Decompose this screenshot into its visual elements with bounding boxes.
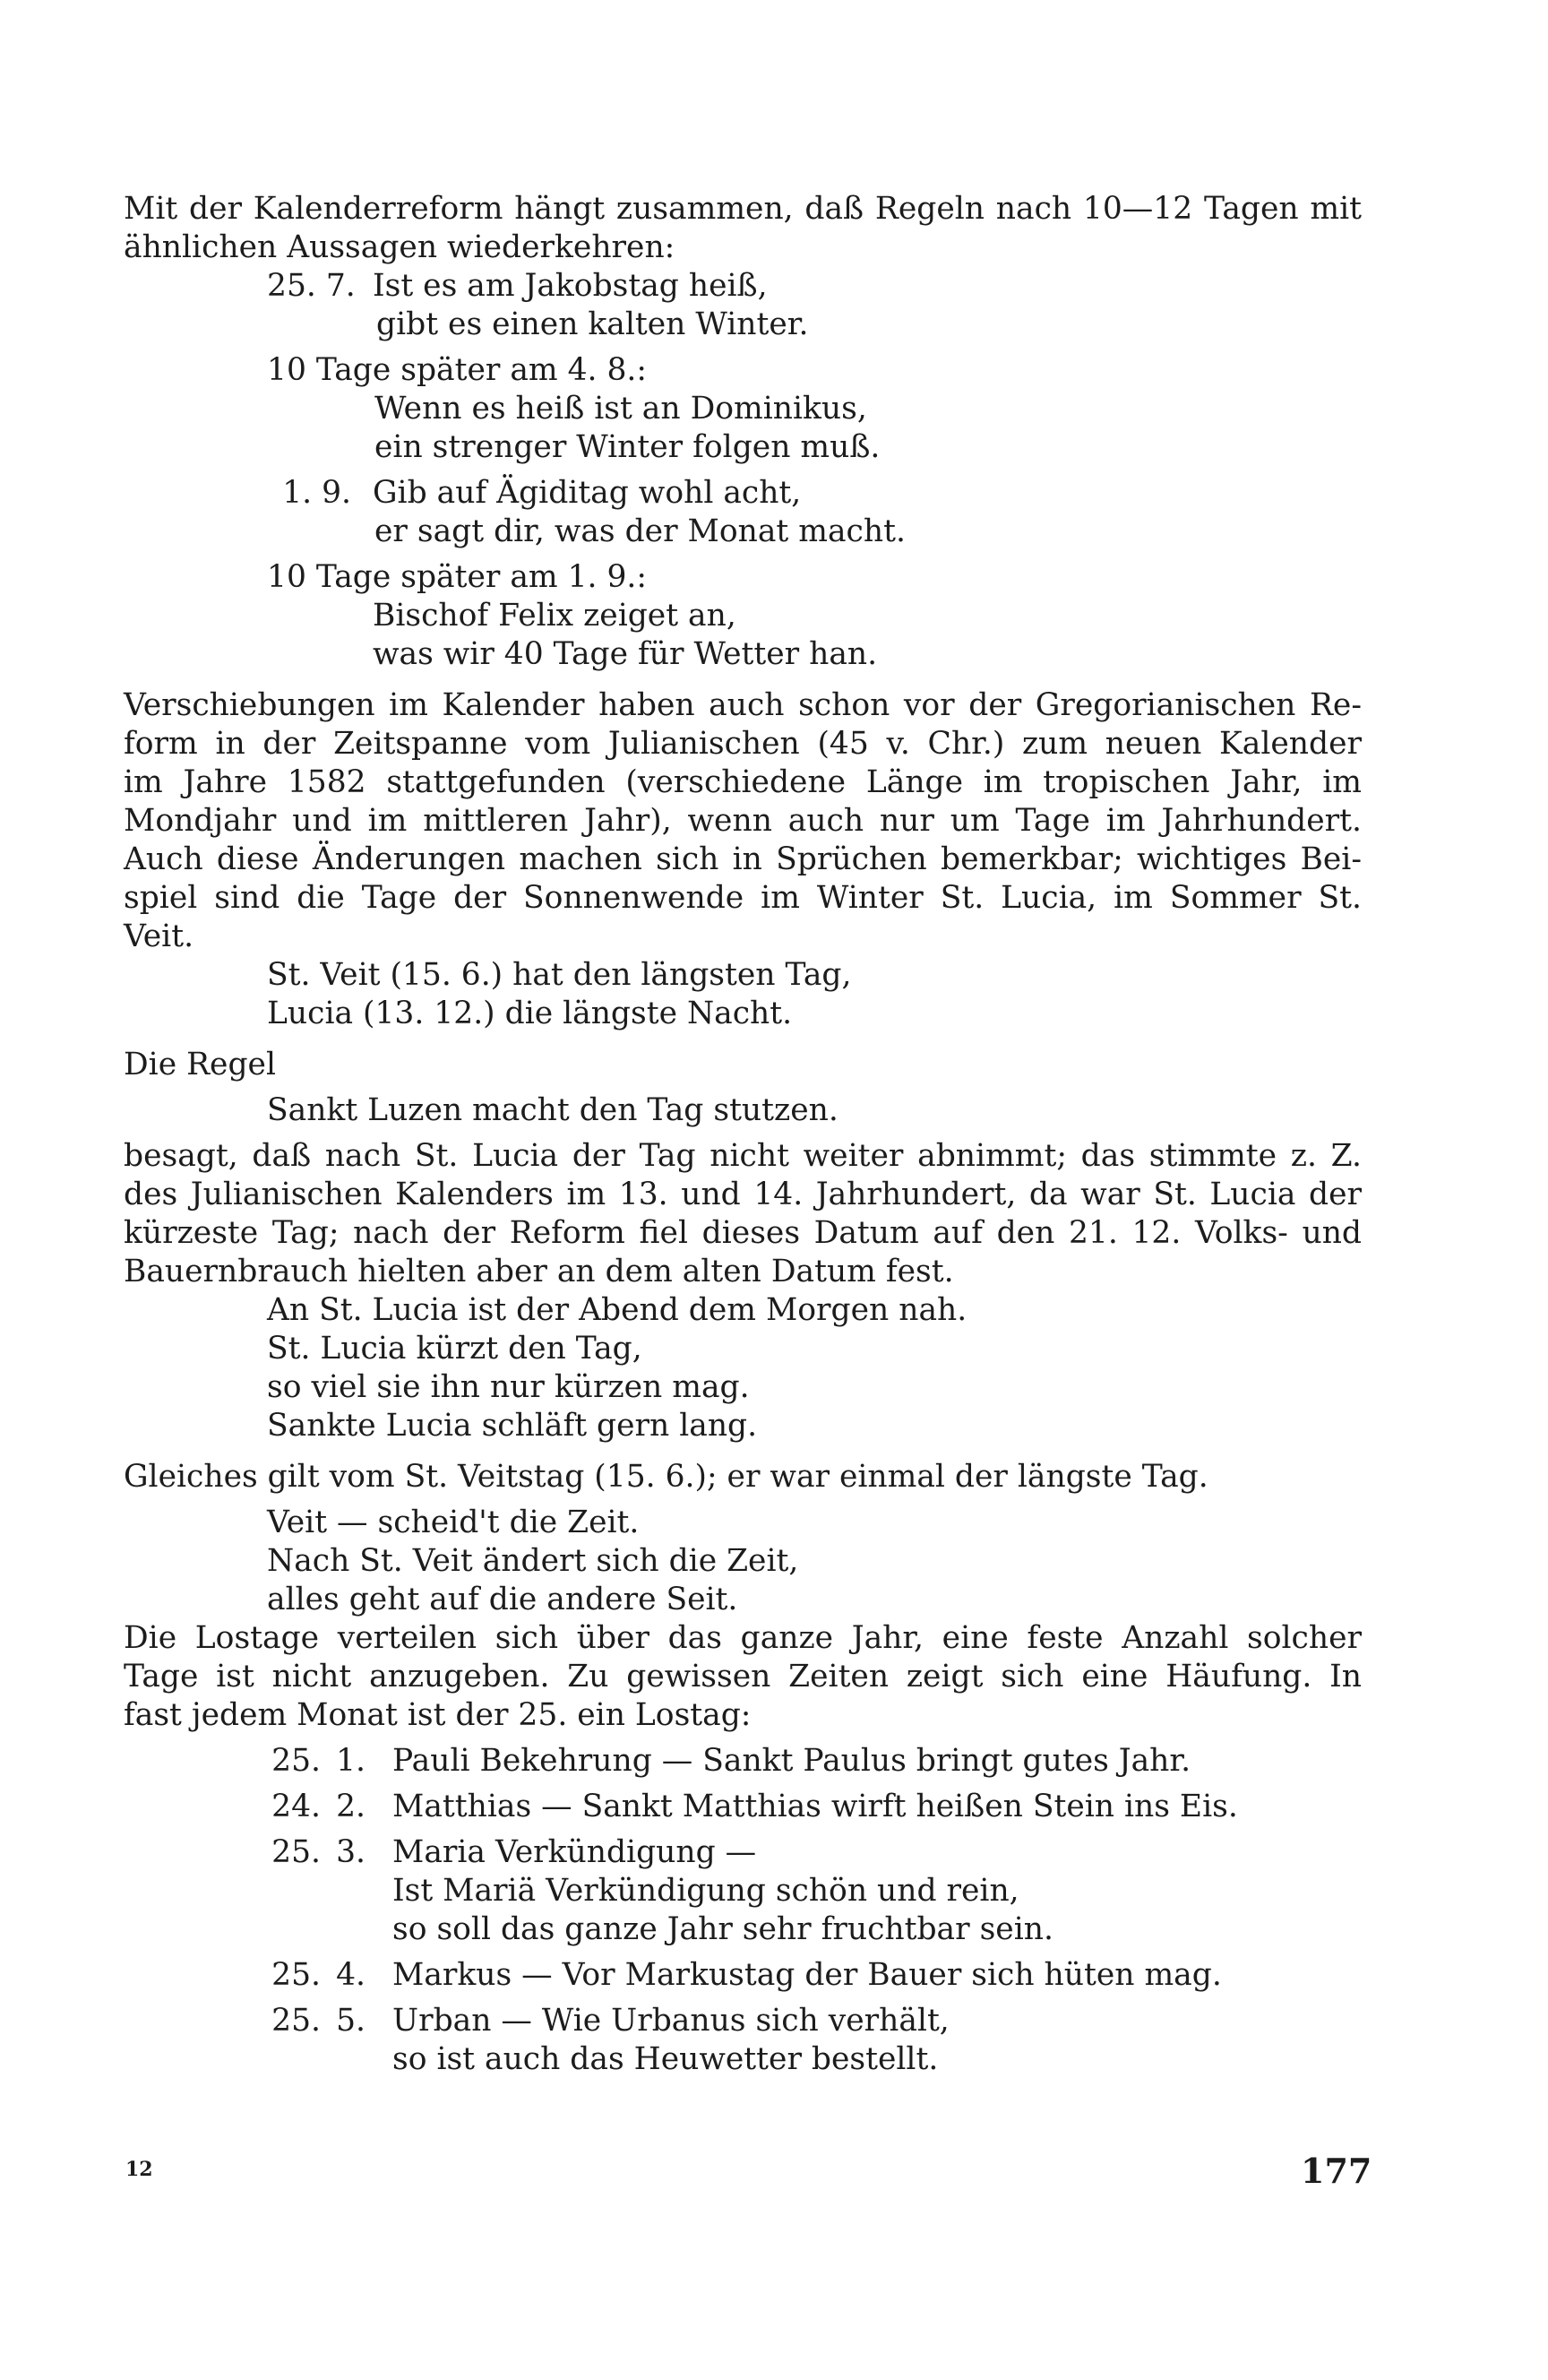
lostag-line: Matthias — Sankt Matthias wirft heißen Stein ins Eis. (392, 1789, 1238, 1824)
shift-paragraph (124, 686, 1362, 956)
text-line: im Jahre 1582 stattgefunden (verschiedene Länge im tropischen Jahr, im (124, 764, 1362, 800)
rule-entry-cont (124, 597, 1362, 635)
rule-entry-cont (124, 635, 1362, 674)
lostag-day: 25. (271, 1834, 321, 1870)
text-line: ähnlichen Aussagen wiederkehren: (124, 229, 675, 265)
text-line: Mit der Kalenderreform hängt zusammen, daß Regeln nach 10—12 Tagen mit (124, 191, 1362, 227)
text-line: Veit. (124, 918, 194, 954)
verse-line: St. Lucia kürzt den Tag, (267, 1331, 642, 1367)
die-regel (124, 1046, 1362, 1084)
text-line: besagt, daß nach St. Lucia der Tag nicht weiter abnimmt; das stimmte z. Z. (124, 1138, 1362, 1174)
text-line: kürzeste Tag; nach der Reform fiel dieses Datum auf den 21. 12. Volks- und (124, 1215, 1362, 1251)
rule-line: gibt es einen kalten Winter. (376, 306, 809, 342)
lostag-day: 25. (271, 1743, 321, 1779)
lostag-month: 1. (336, 1743, 366, 1779)
text-line: Die Lostage verteilen sich über das ganze Jahr, eine feste Anzahl solcher (124, 1620, 1362, 1656)
rule-line: Bischof Felix zeiget an, (373, 598, 736, 634)
verse-line: An St. Lucia ist der Abend dem Morgen nah. (267, 1292, 968, 1328)
text-line: Mondjahr und im mittleren Jahr), wenn auch nur um Tage im Jahrhundert. (124, 803, 1362, 839)
rule-entry (124, 267, 1362, 306)
rule-entry-cont (124, 306, 1362, 344)
lostag-line: so ist auch das Heuwetter bestellt. (392, 2041, 939, 2077)
verse-line: Sankt Luzen macht den Tag stutzen. (267, 1092, 838, 1128)
lostag-entry (124, 1956, 1362, 1995)
lostag-month: 4. (336, 1957, 366, 1993)
lostag-entry (124, 2002, 1362, 2040)
rule-line: Gib auf Ägiditag wohl acht, (373, 475, 802, 511)
lostag-day: 24. (271, 1789, 321, 1824)
text-line: Tage ist nicht anzugeben. Zu gewissen Zeiten zeigt sich eine Häufung. In (124, 1659, 1362, 1694)
lostag-entry (124, 1833, 1362, 1872)
signature-mark: 12 (125, 2158, 153, 2181)
rule-date: 25. 7. (267, 268, 356, 304)
verse-luzen (124, 1091, 1362, 1130)
verse-line: Sankte Lucia schläft gern lang. (267, 1408, 758, 1444)
lostag-entry (124, 1788, 1362, 1826)
lostag-line: Maria Verkündigung — (392, 1834, 757, 1870)
intro-paragraph (124, 190, 1362, 267)
lostag-line: Urban — Wie Urbanus sich verhält, (392, 2003, 950, 2039)
rule-entry (124, 474, 1362, 513)
rule-entry (124, 558, 1362, 597)
lostag-month: 2. (336, 1789, 366, 1824)
text-line: Gleiches gilt vom St. Veitstag (15. 6.); er war einmal der längste Tag. (124, 1459, 1208, 1495)
rule-date: 1. 9. (282, 475, 351, 511)
verse-line: so viel sie ihn nur kürzen mag. (267, 1369, 750, 1405)
lostag-line: Pauli Bekehrung — Sankt Paulus bringt gutes Jahr. (392, 1743, 1191, 1779)
lostag-entry-cont (124, 1910, 1362, 1949)
lostag-entry (124, 1742, 1362, 1781)
lostag-line: Ist Mariä Verkündigung schön und rein, (392, 1873, 1019, 1909)
verse-veit (124, 1504, 1362, 1619)
rule-line: was wir 40 Tage für Wetter han. (373, 636, 878, 672)
verse-line: St. Veit (15. 6.) hat den längsten Tag, (267, 957, 852, 993)
verse-lucia (124, 1291, 1362, 1445)
lostage-paragraph (124, 1619, 1362, 1735)
rule-entry-cont (124, 513, 1362, 551)
rule-entry-cont (124, 390, 1362, 428)
lostag-entry-cont (124, 1872, 1362, 1910)
lostag-day: 25. (271, 1957, 321, 1993)
besagt-paragraph (124, 1137, 1362, 1291)
page-number: 177 (1301, 2151, 1372, 2191)
verse-line: alles geht auf die andere Seit. (267, 1582, 738, 1617)
verse-line: Lucia (13. 12.) die längste Nacht. (267, 996, 793, 1031)
lostag-line: Markus — Vor Markustag der Bauer sich hüten mag. (392, 1957, 1222, 1993)
rule-line: ein strenger Winter folgen muß. (374, 429, 881, 465)
text-line: Verschiebungen im Kalender haben auch schon vor der Gregorianischen Re- (124, 687, 1362, 723)
lostag-day: 25. (271, 2003, 321, 2039)
rule-header: 10 Tage später am 4. 8.: (267, 352, 648, 388)
calendar-rules (124, 267, 1362, 674)
page-text (124, 190, 1362, 2079)
rule-entry (124, 351, 1362, 390)
rule-entry-cont (124, 428, 1362, 467)
verse-veit-lucia (124, 956, 1362, 1033)
gleiches-paragraph (124, 1458, 1362, 1496)
text-line: des Julianischen Kalenders im 13. und 14. Jahrhundert, da war St. Lucia der (124, 1177, 1362, 1212)
rule-header: 10 Tage später am 1. 9.: (267, 559, 648, 595)
text-line: Die Regel (124, 1047, 277, 1082)
text-line: form in der Zeitspanne vom Julianischen (45 v. Chr.) zum neuen Kalender (124, 726, 1362, 762)
rule-line: Wenn es heiß ist an Dominikus, (374, 391, 867, 427)
verse-line: Nach St. Veit ändert sich die Zeit, (267, 1543, 799, 1579)
lostag-month: 3. (336, 1834, 366, 1870)
text-line: Bauernbrauch hielten aber an dem alten Datum fest. (124, 1254, 954, 1289)
text-line: Auch diese Änderungen machen sich in Sprüchen bemerkbar; wichtiges Bei- (124, 841, 1362, 877)
lostag-line: so soll das ganze Jahr sehr fruchtbar sein. (392, 1911, 1054, 1947)
rule-line: er sagt dir, was der Monat macht. (374, 513, 906, 549)
text-line: fast jedem Monat ist der 25. ein Lostag: (124, 1697, 752, 1733)
verse-line: Veit — scheid't die Zeit. (267, 1505, 640, 1540)
text-line: spiel sind die Tage der Sonnenwende im Winter St. Lucia, im Sommer St. (124, 880, 1362, 916)
lostag-month: 5. (336, 2003, 366, 2039)
lostag-entry-cont (124, 2040, 1362, 2079)
rule-line: Ist es am Jakobstag heiß, (373, 268, 768, 304)
lostage-list (124, 1742, 1362, 2079)
